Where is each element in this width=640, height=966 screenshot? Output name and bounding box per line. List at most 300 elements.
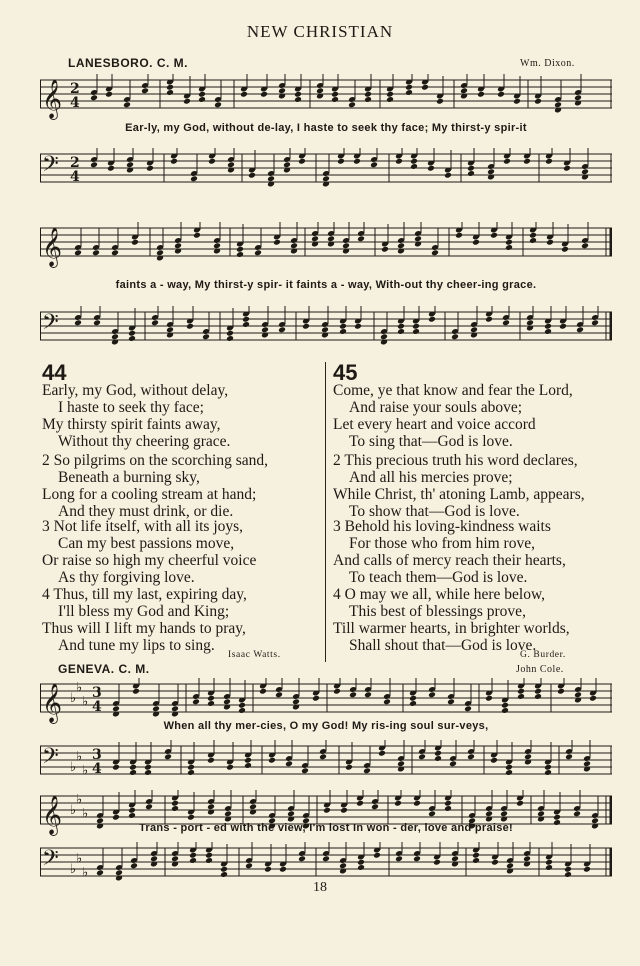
bass-clef-icon: 𝄢 bbox=[42, 846, 59, 876]
note-head bbox=[505, 769, 513, 776]
note-head bbox=[151, 319, 159, 326]
note-head bbox=[409, 695, 417, 702]
music-system-bass bbox=[40, 842, 612, 882]
page-number: 18 bbox=[313, 880, 327, 895]
note-head bbox=[357, 859, 365, 866]
note-head bbox=[444, 800, 452, 807]
stanza-line: 4 Thus, till my last, expiring day, bbox=[42, 586, 247, 603]
note-head bbox=[220, 866, 228, 873]
note-head bbox=[524, 753, 532, 760]
treble-clef-icon: 𝄞 bbox=[42, 79, 63, 119]
note-head bbox=[545, 859, 553, 866]
note-head bbox=[581, 242, 589, 249]
note-head bbox=[534, 98, 542, 105]
treble-clef-icon: 𝄞 bbox=[42, 683, 63, 723]
time-signature-top: 3 bbox=[92, 685, 102, 701]
note-head bbox=[467, 165, 475, 172]
note-head bbox=[472, 239, 480, 246]
note-head bbox=[467, 170, 475, 177]
hymn-author: Isaac Watts. bbox=[228, 650, 281, 660]
lyric-line: Trans - port - ed with the view, I'm lost In won - der, love and praise! bbox=[138, 822, 514, 834]
note-head bbox=[131, 239, 139, 246]
note-head bbox=[283, 161, 291, 168]
stanza-line: Or raise so high my cheerful voice bbox=[42, 552, 257, 569]
note-head bbox=[561, 246, 569, 253]
note-head bbox=[238, 707, 246, 714]
note-head bbox=[223, 698, 231, 705]
note-head bbox=[294, 91, 302, 98]
note-head bbox=[545, 864, 553, 871]
note-head bbox=[287, 810, 295, 817]
note-head bbox=[357, 864, 365, 871]
note-head bbox=[397, 760, 405, 767]
flat-icon: ♭ bbox=[76, 851, 83, 867]
note-head bbox=[591, 319, 599, 326]
stanza-line: To teach them—God is love. bbox=[349, 569, 528, 586]
note-head bbox=[472, 852, 480, 859]
note-head bbox=[132, 688, 140, 695]
note-head bbox=[534, 688, 542, 695]
staff-svg bbox=[40, 842, 612, 882]
note-head bbox=[409, 700, 417, 707]
staff-svg bbox=[40, 306, 612, 358]
note-head bbox=[260, 91, 268, 98]
note-head bbox=[497, 91, 505, 98]
note-head bbox=[74, 249, 82, 256]
note-head bbox=[166, 326, 174, 333]
note-head bbox=[226, 330, 234, 337]
stanza-line: 4 O may we all, while here below, bbox=[333, 586, 546, 603]
note-head bbox=[583, 760, 591, 767]
tune-composer: Wm. Dixon. bbox=[520, 58, 575, 69]
note-head bbox=[170, 158, 178, 165]
note-head bbox=[451, 333, 459, 340]
note-head bbox=[386, 96, 394, 103]
flat-icon: ♭ bbox=[76, 680, 83, 696]
note-head bbox=[501, 702, 509, 709]
music-system-bass bbox=[40, 148, 612, 198]
tune-composer: John Cole. bbox=[516, 664, 564, 675]
note-head bbox=[436, 98, 444, 105]
flat-icon: ♭ bbox=[82, 806, 89, 822]
tune-title: GENEVA. C. M. bbox=[58, 662, 150, 676]
note-head bbox=[380, 333, 388, 340]
note-head bbox=[301, 767, 309, 774]
stanza bbox=[333, 452, 585, 520]
note-head bbox=[268, 757, 276, 764]
note-head bbox=[278, 326, 286, 333]
note-head bbox=[242, 321, 250, 328]
note-head bbox=[183, 98, 191, 105]
note-head bbox=[333, 688, 341, 695]
music-system-bass bbox=[40, 740, 612, 790]
note-head bbox=[348, 101, 356, 108]
note-head bbox=[192, 698, 200, 705]
time-signature-bottom: 4 bbox=[92, 761, 102, 777]
note-head bbox=[267, 175, 275, 182]
note-head bbox=[502, 319, 510, 326]
note-head bbox=[412, 328, 420, 335]
note-head bbox=[93, 319, 101, 326]
note-head bbox=[554, 101, 562, 108]
note-head bbox=[128, 330, 136, 337]
note-head bbox=[273, 239, 281, 246]
note-head bbox=[171, 800, 179, 807]
note-head bbox=[500, 810, 508, 817]
note-head bbox=[128, 807, 136, 814]
note-head bbox=[526, 319, 534, 326]
note-head bbox=[356, 800, 364, 807]
note-head bbox=[238, 702, 246, 709]
note-head bbox=[371, 803, 379, 810]
flat-icon: ♭ bbox=[70, 760, 77, 775]
stanza-line: And calls of mercy reach their hearts, bbox=[333, 552, 566, 569]
note-head bbox=[574, 94, 582, 101]
note-head bbox=[353, 158, 361, 165]
note-head bbox=[564, 871, 572, 878]
stanza bbox=[42, 452, 268, 520]
flat-icon: ♭ bbox=[82, 694, 89, 710]
note-head bbox=[112, 705, 120, 712]
note-head bbox=[285, 760, 293, 767]
note-head bbox=[434, 750, 442, 757]
note-head bbox=[264, 866, 272, 873]
page-header: NEW CHRISTIAN bbox=[246, 22, 394, 41]
flat-icon: ♭ bbox=[76, 749, 83, 765]
stanza-line: Long for a cooling stream at hand; bbox=[42, 486, 257, 503]
note-head bbox=[90, 161, 98, 168]
note-head bbox=[517, 693, 525, 700]
stanza bbox=[42, 382, 230, 450]
note-head bbox=[364, 691, 372, 698]
note-head bbox=[311, 235, 319, 242]
note-head bbox=[349, 691, 357, 698]
note-head bbox=[487, 168, 495, 175]
time-signature-bottom: 4 bbox=[70, 95, 80, 111]
note-head bbox=[227, 161, 235, 168]
note-head bbox=[294, 96, 302, 103]
flat-icon: ♭ bbox=[82, 865, 89, 881]
note-head bbox=[412, 323, 420, 330]
note-head bbox=[428, 691, 436, 698]
stanza-line: Beneath a burning sky, bbox=[58, 469, 200, 486]
note-head bbox=[544, 328, 552, 335]
note-head bbox=[529, 232, 537, 239]
note-head bbox=[90, 94, 98, 101]
note-head bbox=[544, 764, 552, 771]
note-head bbox=[74, 319, 82, 326]
note-head bbox=[444, 172, 452, 179]
note-head bbox=[472, 857, 480, 864]
note-head bbox=[226, 335, 234, 342]
note-head bbox=[249, 803, 257, 810]
stanza bbox=[333, 586, 570, 654]
stanza-line: My thirsty spirit faints away, bbox=[42, 416, 221, 433]
note-head bbox=[581, 168, 589, 175]
note-head bbox=[464, 705, 472, 712]
note-head bbox=[517, 688, 525, 695]
note-head bbox=[427, 165, 435, 172]
note-head bbox=[150, 855, 158, 862]
note-head bbox=[187, 769, 195, 776]
note-head bbox=[563, 165, 571, 172]
note-head bbox=[166, 84, 174, 91]
note-head bbox=[397, 242, 405, 249]
flat-icon: ♭ bbox=[70, 691, 77, 706]
note-head bbox=[467, 753, 475, 760]
note-head bbox=[105, 91, 113, 98]
note-head bbox=[164, 753, 172, 760]
note-head bbox=[275, 691, 283, 698]
note-head bbox=[397, 323, 405, 330]
note-head bbox=[381, 246, 389, 253]
stanza-line: While Christ, th' atoning Lamb, appears, bbox=[333, 486, 585, 503]
note-head bbox=[485, 316, 493, 323]
note-head bbox=[485, 695, 493, 702]
stanza-line: This best of blessings prove, bbox=[349, 603, 526, 620]
note-head bbox=[261, 326, 269, 333]
stanza-line: Come, ye that know and fear the Lord, bbox=[333, 382, 573, 399]
note-head bbox=[434, 755, 442, 762]
note-head bbox=[316, 87, 324, 94]
note-head bbox=[205, 857, 213, 864]
hymn-number: 45 bbox=[333, 360, 358, 385]
note-head bbox=[364, 96, 372, 103]
note-head bbox=[505, 244, 513, 251]
note-head bbox=[198, 91, 206, 98]
note-head bbox=[298, 855, 306, 862]
note-head bbox=[141, 87, 149, 94]
note-head bbox=[505, 764, 513, 771]
note-head bbox=[340, 807, 348, 814]
note-head bbox=[279, 866, 287, 873]
note-head bbox=[245, 862, 253, 869]
note-head bbox=[107, 165, 115, 172]
note-head bbox=[373, 852, 381, 859]
time-signature-top: 2 bbox=[70, 81, 80, 97]
stanza-line: And tune my lips to sing. bbox=[58, 637, 215, 654]
note-head bbox=[523, 158, 531, 165]
lyric-line: faints a - way, My thirst-y spir- it faints a - way, With-out thy cheer-ing grace. bbox=[115, 279, 537, 291]
note-head bbox=[298, 158, 306, 165]
stanza-line: Thus will I lift my hands to pray, bbox=[42, 620, 246, 637]
note-head bbox=[152, 705, 160, 712]
stanza-line: Shall shout that—God is love. bbox=[349, 637, 537, 654]
stanza bbox=[333, 518, 566, 586]
music-system-bass bbox=[40, 306, 612, 358]
note-head bbox=[565, 753, 573, 760]
stanza-line: 2 So pilgrims on the scorching sand, bbox=[42, 452, 269, 469]
note-head bbox=[410, 158, 418, 165]
note-head bbox=[319, 753, 327, 760]
note-head bbox=[386, 91, 394, 98]
note-head bbox=[312, 695, 320, 702]
note-head bbox=[491, 859, 499, 866]
note-head bbox=[339, 862, 347, 869]
note-head bbox=[92, 249, 100, 256]
note-head bbox=[171, 705, 179, 712]
note-head bbox=[576, 326, 584, 333]
note-head bbox=[190, 175, 198, 182]
note-head bbox=[242, 316, 250, 323]
note-head bbox=[259, 688, 267, 695]
note-head bbox=[449, 760, 457, 767]
lyric-line: When all thy mer-cies, O my God! My ris-ing soul sur-veys, bbox=[163, 720, 489, 732]
stanza-line: I'll bless my God and King; bbox=[58, 603, 230, 620]
note-head bbox=[186, 323, 194, 330]
note-head bbox=[193, 232, 201, 239]
staff-svg bbox=[40, 222, 612, 268]
note-head bbox=[207, 803, 215, 810]
note-head bbox=[224, 810, 232, 817]
note-head bbox=[327, 235, 335, 242]
time-signature-bottom: 4 bbox=[70, 169, 80, 185]
note-head bbox=[292, 698, 300, 705]
note-head bbox=[501, 707, 509, 714]
note-head bbox=[236, 251, 244, 258]
stanza-line: And they must drink, or die. bbox=[58, 503, 234, 520]
note-head bbox=[236, 246, 244, 253]
note-head bbox=[207, 695, 215, 702]
note-head bbox=[477, 91, 485, 98]
note-head bbox=[244, 762, 252, 769]
note-head bbox=[244, 757, 252, 764]
note-head bbox=[202, 333, 210, 340]
note-head bbox=[523, 855, 531, 862]
staff-svg bbox=[40, 74, 612, 120]
note-head bbox=[413, 800, 421, 807]
note-head bbox=[545, 158, 553, 165]
note-head bbox=[414, 235, 422, 242]
stanza-line: To show that—God is love. bbox=[349, 503, 520, 520]
note-head bbox=[111, 333, 119, 340]
note-head bbox=[395, 855, 403, 862]
note-head bbox=[290, 242, 298, 249]
note-head bbox=[129, 764, 137, 771]
music-system-treble bbox=[40, 222, 612, 268]
note-head bbox=[537, 810, 545, 817]
note-head bbox=[506, 862, 514, 869]
stanza-line: And all his mercies prove; bbox=[349, 469, 513, 486]
note-head bbox=[171, 805, 179, 812]
note-head bbox=[189, 857, 197, 864]
column-divider bbox=[325, 362, 326, 662]
note-head bbox=[397, 328, 405, 335]
note-head bbox=[405, 84, 413, 91]
note-head bbox=[546, 239, 554, 246]
note-head bbox=[503, 158, 511, 165]
note-head bbox=[516, 800, 524, 807]
music-system-treble bbox=[40, 678, 612, 724]
note-head bbox=[205, 852, 213, 859]
stanza bbox=[333, 382, 573, 450]
flat-icon: ♭ bbox=[76, 792, 83, 808]
hymn-author: G. Burder. bbox=[520, 650, 566, 660]
flat-icon: ♭ bbox=[82, 763, 89, 779]
flat-icon: ♭ bbox=[70, 862, 77, 877]
treble-clef-icon: 𝄞 bbox=[42, 795, 63, 835]
note-head bbox=[321, 326, 329, 333]
stanza-line: As thy forgiving love. bbox=[58, 569, 195, 586]
note-head bbox=[189, 852, 197, 859]
note-head bbox=[394, 800, 402, 807]
note-head bbox=[364, 91, 372, 98]
stanza bbox=[42, 586, 247, 654]
note-head bbox=[583, 866, 591, 873]
note-head bbox=[115, 869, 123, 876]
note-head bbox=[428, 316, 436, 323]
note-head bbox=[405, 89, 413, 96]
note-head bbox=[559, 323, 567, 330]
note-head bbox=[187, 814, 195, 821]
note-head bbox=[146, 165, 154, 172]
treble-clef-icon: 𝄞 bbox=[42, 227, 63, 267]
bass-clef-icon: 𝄢 bbox=[42, 310, 59, 340]
note-head bbox=[428, 810, 436, 817]
note-head bbox=[207, 757, 215, 764]
note-head bbox=[451, 855, 459, 862]
note-head bbox=[490, 757, 498, 764]
note-head bbox=[410, 163, 418, 170]
note-head bbox=[331, 96, 339, 103]
note-head bbox=[513, 98, 521, 105]
note-head bbox=[144, 769, 152, 776]
note-head bbox=[557, 688, 565, 695]
note-head bbox=[302, 323, 310, 330]
note-head bbox=[213, 242, 221, 249]
note-head bbox=[529, 237, 537, 244]
note-head bbox=[378, 750, 386, 757]
stanza-line: Let every heart and voice accord bbox=[333, 416, 536, 433]
note-head bbox=[544, 769, 552, 776]
bass-clef-icon: 𝄢 bbox=[42, 744, 59, 774]
note-head bbox=[357, 235, 365, 242]
note-head bbox=[128, 335, 136, 342]
hymn-number: 44 bbox=[42, 360, 67, 385]
note-head bbox=[123, 101, 131, 108]
note-head bbox=[363, 767, 371, 774]
staff-svg bbox=[40, 740, 612, 790]
note-head bbox=[145, 803, 153, 810]
note-head bbox=[421, 84, 429, 91]
staff-svg bbox=[40, 148, 612, 198]
note-head bbox=[174, 242, 182, 249]
note-head bbox=[156, 249, 164, 256]
note-head bbox=[208, 158, 216, 165]
note-head bbox=[171, 855, 179, 862]
stanza-line: 3 Not life itself, with all its joys, bbox=[42, 518, 244, 535]
note-head bbox=[337, 158, 345, 165]
stanza-line: 2 This precious truth his word declares, bbox=[333, 452, 578, 469]
note-head bbox=[370, 161, 378, 168]
staff-svg bbox=[40, 678, 612, 724]
stanza-line: Can my best passions move, bbox=[58, 535, 235, 552]
note-head bbox=[573, 810, 581, 817]
note-head bbox=[112, 814, 120, 821]
bass-clef-icon: 𝄢 bbox=[42, 152, 59, 182]
note-head bbox=[534, 693, 542, 700]
note-head bbox=[187, 764, 195, 771]
note-head bbox=[564, 866, 572, 873]
stanza-line: Without thy cheering grace. bbox=[58, 433, 231, 450]
stanza-line: And raise your souls above; bbox=[349, 399, 523, 416]
note-head bbox=[278, 87, 286, 94]
stanza-line: For those who from him rove, bbox=[349, 535, 535, 552]
note-head bbox=[226, 764, 234, 771]
note-head bbox=[220, 871, 228, 878]
stanza-line: Early, my God, without delay, bbox=[42, 382, 229, 399]
note-head bbox=[395, 158, 403, 165]
